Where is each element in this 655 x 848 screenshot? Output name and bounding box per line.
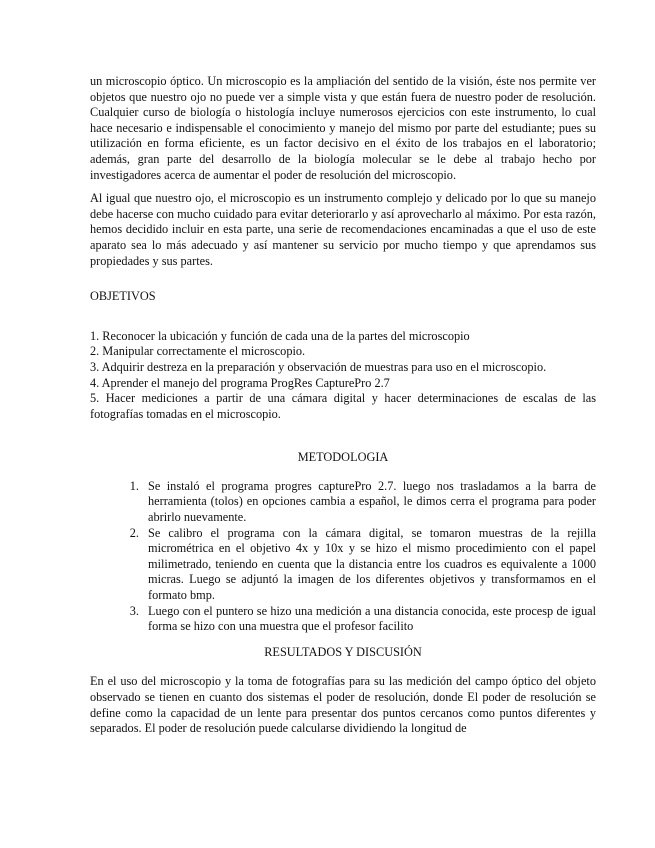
intro-paragraph-2: Al igual que nuestro ojo, el microscopio es un instrumento complejo y delicado por lo que su manejo debe hacerse con mucho cuidado para evitar deteriorarlo y así aprovecharlo al máximo. Por esta razón, hemos decidido incluir en esta parte, una serie de recomendaciones encaminadas a que el uso de este aparato sea lo más adecuado y así mantener su servicio por mucho tiempo y que aprendamos sus propiedades y sus partes. [90,191,596,268]
objetivo-item: 4. Aprender el manejo del programa ProgRes CapturePro 2.7 [90,375,390,390]
metodologia-step [142,604,596,635]
metodologia-step-text: 1. Se instaló el programa progres capturePro 2.7. luego nos trasladamos a la barra de herramienta (tolos) en opciones cambia a español, le dimos cerra el programa para poder abrirlo nuevamente. [148,478,596,525]
document-body [90,74,596,737]
objetivo-item: 2. Manipular correctamente el microscopio. [90,344,306,359]
objetivos-heading: OBJETIVOS [90,289,156,304]
metodologia-step [142,479,596,526]
objetivo-item: 1. Reconocer la ubicación y función de cada una de la partes del microscopio [90,328,470,343]
objetivo-item: 3. Adquirir destreza en la preparación y observación de muestras para uso en el microscopio. [90,359,547,374]
metodologia-step [142,526,596,604]
metodologia-step-text: 2. Se calibro el programa con la cámara digital, se tomaron muestras de la rejilla micrométrica en el objetivo 4x y 10x y se hizo el mismo procedimiento con el papel milimetrado, teniendo en cuenta que la distancia entre los cuadros es equivalente a 1000 micras. Luego se adjuntó la imagen de los diferentes objetivos y transformamos en el formato bmp. [148,525,596,603]
metodologia-step-text: 3. Luego con el puntero se hizo una medición a una distancia conocida, este procesp de igual forma se hizo con una muestra que el profesor facilito [148,603,596,634]
metodologia-heading: METODOLOGIA [297,450,389,465]
resultados-heading: RESULTADOS Y DISCUSIÓN [264,644,422,659]
objetivo-item: 5. Hacer mediciones a partir de una cámara digital y hacer determinaciones de escalas de las fotografías tomadas en el microscopio. [90,391,596,421]
metodologia-list [90,479,596,635]
objetivos-list [90,329,596,423]
resultados-paragraph: En el uso del microscopio y la toma de fotografías para su las medición del campo óptico del objeto observado se tienen en cuanto dos sistemas el poder de resolución, donde El poder de resolución se define como la capacidad de un lente para presentar dos puntos cercanos como puntos diferentes y separados. El poder de resolución puede calcularse dividiendo la longitud de [90,674,596,736]
intro-paragraph-1: un microscopio óptico. Un microscopio es la ampliación del sentido de la visión, éste nos permite ver objetos que nuestro ojo no puede ver a simple vista y que están fuera de nuestro poder de resolución. Cualquier curso de biología o histología incluye numerosos ejercicios con este instrumento, lo cual hace necesario e indispensable el conocimiento y manejo del mismo por parte del estudiante; pues su utilización en forma eficiente, es un factor decisivo en el éxito de los trabajos en el laboratorio; además, gran parte del desarrollo de la biología molecular se le debe al trabajo hecho por investigadores acerca de aumentar el poder de resolución del microscopio. [90,74,596,182]
